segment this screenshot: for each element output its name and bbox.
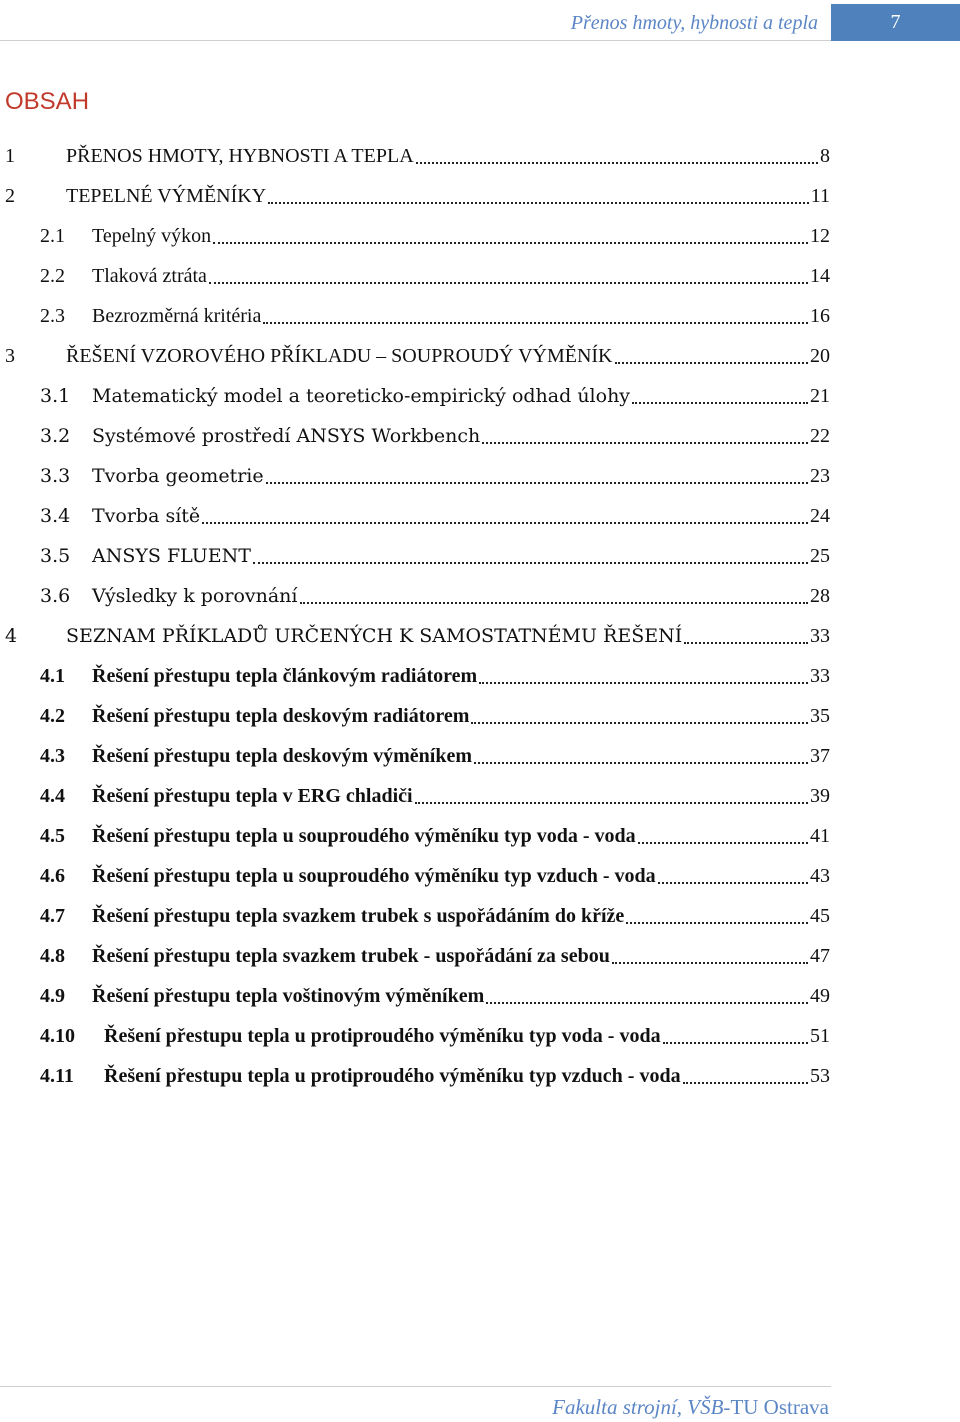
toc-entry-title: Tvorba geometrie: [92, 456, 264, 496]
toc-entry-title: Bezrozměrná kritéria: [92, 296, 261, 336]
toc-entry-number: 4.11: [40, 1065, 74, 1087]
toc-entry-title: Řešení přestupu tepla svazkem trubek s uspořádáním do kříže: [92, 896, 624, 936]
toc-entry-4-2[interactable]: [0, 696, 830, 736]
toc-entry-title: ŘEŠENÍ VZOROVÉHO PŘÍKLADU – SOUPROUDÝ VÝMĚNÍK: [66, 336, 613, 376]
toc-entry-number: 4.10: [40, 1025, 75, 1047]
toc-entry-4-4[interactable]: [0, 776, 830, 816]
toc-entry-4-11[interactable]: [0, 1056, 830, 1096]
toc-entry-page: 33: [810, 656, 830, 696]
footer-university: TU Ostrava: [730, 1395, 829, 1419]
toc-entry-number: 3.2: [40, 425, 71, 447]
dot-leader: [479, 656, 808, 684]
toc-entry-number: 4: [5, 625, 18, 647]
toc-entry-page: 14: [810, 256, 830, 296]
footer-faculty: Fakulta strojní, VŠB-: [552, 1395, 731, 1419]
toc-entry-page: 33: [810, 616, 830, 656]
toc-entry-3-4[interactable]: [0, 496, 830, 536]
toc-entry-page: 37: [810, 736, 830, 776]
toc-entry-number: 2: [5, 185, 15, 207]
toc-entry-4-9[interactable]: [0, 976, 830, 1016]
toc-entry-page: 28: [810, 576, 830, 616]
dot-leader: [482, 416, 808, 444]
dot-leader: [658, 856, 808, 884]
toc-entry-page: 41: [810, 816, 830, 856]
toc-entry-number: 4.9: [40, 985, 65, 1007]
toc-entry-3-1[interactable]: [0, 376, 830, 416]
dot-leader: [474, 736, 808, 764]
dot-leader: [486, 976, 808, 1004]
toc-entry-4-5[interactable]: [0, 816, 830, 856]
page-number: 7: [890, 11, 901, 33]
dot-leader: [202, 496, 808, 524]
footer-text: [0, 1395, 829, 1420]
toc-entry-page: 45: [810, 896, 830, 936]
toc-entry-title: Tepelný výkon: [92, 216, 211, 256]
toc-entry-title: Řešení přestupu tepla článkovým radiátorem: [92, 656, 477, 696]
toc-entry-title: Řešení přestupu tepla u protiproudého výměníku typ vzduch - voda: [104, 1056, 681, 1096]
toc-entry-page: 8: [820, 136, 830, 176]
toc-entry-number: 4.4: [40, 785, 65, 807]
toc-entry-page: 53: [810, 1056, 830, 1096]
dot-leader: [209, 256, 808, 284]
toc-entry-page: 21: [810, 376, 830, 416]
toc-entry-number: 4.1: [40, 665, 65, 687]
toc-entry-page: 23: [810, 456, 830, 496]
toc-entry-page: 12: [810, 216, 830, 256]
dot-leader: [300, 576, 809, 604]
toc-entry-4-10[interactable]: [0, 1016, 830, 1056]
toc-entry-page: 39: [810, 776, 830, 816]
dot-leader: [684, 616, 808, 644]
toc-entry-page: 51: [810, 1016, 830, 1056]
toc-entry-number: 4.2: [40, 705, 65, 727]
toc-entry-3[interactable]: [0, 336, 830, 376]
running-title: Přenos hmoty, hybnosti a tepla: [570, 12, 818, 34]
toc-entry-page: 20: [810, 336, 830, 376]
toc-entry-page: 43: [810, 856, 830, 896]
toc-entry-number: 3: [5, 345, 15, 367]
toc-entry-3-5[interactable]: [0, 536, 830, 576]
toc-entry-page: 49: [810, 976, 830, 1016]
toc-entry-page: 25: [810, 536, 830, 576]
toc-entry-number: 2.3: [40, 305, 65, 327]
toc-heading: OBSAH: [5, 88, 90, 115]
toc-entry-title: Tlaková ztráta: [92, 256, 207, 296]
toc-entry-page: 47: [810, 936, 830, 976]
toc-entry-number: 1: [5, 145, 15, 167]
toc-entry-page: 16: [810, 296, 830, 336]
toc-entry-page: 11: [811, 176, 830, 216]
dot-leader: [266, 456, 808, 484]
dot-leader: [663, 1016, 808, 1044]
dot-leader: [415, 776, 808, 804]
toc-entry-4-1[interactable]: [0, 656, 830, 696]
footer-divider: [0, 1386, 831, 1387]
dot-leader: [683, 1056, 808, 1084]
toc-entry-title: Řešení přestupu tepla u souproudého výměníku typ voda - voda: [92, 816, 636, 856]
toc-entry-title: SEZNAM PŘÍKLADŮ URČENÝCH K SAMOSTATNÉMU ŘEŠENÍ: [66, 616, 682, 656]
toc-entry-number: 3.1: [40, 385, 71, 407]
dot-leader: [471, 696, 808, 724]
toc-entry-4-8[interactable]: [0, 936, 830, 976]
toc-entry-number: 4.8: [40, 945, 65, 967]
toc-entry-title: ANSYS FLUENT: [92, 536, 251, 576]
toc-entry-4-6[interactable]: [0, 856, 830, 896]
table-of-contents: [0, 136, 830, 1096]
toc-entry-title: Výsledky k porovnání: [92, 576, 298, 616]
toc-entry-title: Řešení přestupu tepla u protiproudého výměníku typ voda - voda: [104, 1016, 661, 1056]
toc-entry-title: Tvorba sítě: [92, 496, 200, 536]
toc-entry-page: 24: [810, 496, 830, 536]
toc-entry-number: 3.5: [40, 545, 71, 567]
toc-entry-number: 3.6: [40, 585, 71, 607]
dot-leader: [416, 136, 818, 164]
toc-entry-number: 4.5: [40, 825, 65, 847]
toc-entry-2-1[interactable]: [0, 216, 830, 256]
dot-leader: [268, 176, 809, 204]
toc-entry-title: TEPELNÉ VÝMĚNÍKY: [66, 176, 266, 216]
toc-entry-title: Řešení přestupu tepla u souproudého výměníku typ vzduch - voda: [92, 856, 656, 896]
dot-leader: [263, 296, 808, 324]
toc-entry-3-3[interactable]: [0, 456, 830, 496]
toc-entry-title: Řešení přestupu tepla deskovým radiátorem: [92, 696, 469, 736]
toc-entry-title: Řešení přestupu tepla svazkem trubek - uspořádání za sebou: [92, 936, 610, 976]
dot-leader: [638, 816, 808, 844]
toc-entry-3-6[interactable]: [0, 576, 830, 616]
toc-entry-4-7[interactable]: [0, 896, 830, 936]
toc-entry-title: Matematický model a teoreticko-empirický odhad úlohy: [92, 376, 630, 416]
dot-leader: [213, 216, 808, 244]
toc-entry-3-2[interactable]: [0, 416, 830, 456]
toc-entry-2[interactable]: [0, 176, 830, 216]
dot-leader: [626, 896, 808, 924]
dot-leader: [615, 336, 808, 364]
toc-entry-number: 4.3: [40, 745, 65, 767]
page-number-badge: [831, 4, 960, 41]
toc-entry-title: Systémové prostředí ANSYS Workbench: [92, 416, 480, 456]
toc-entry-2-2[interactable]: [0, 256, 830, 296]
dot-leader: [632, 376, 808, 404]
toc-entry-title: Řešení přestupu tepla voštinovým výměníkem: [92, 976, 484, 1016]
toc-entry-number: 2.1: [40, 225, 65, 247]
toc-entry-number: 4.6: [40, 865, 65, 887]
toc-entry-title: PŘENOS HMOTY, HYBNOSTI A TEPLA: [66, 136, 414, 176]
toc-entry-number: 2.2: [40, 265, 65, 287]
dot-leader: [612, 936, 808, 964]
toc-entry-number: 4.7: [40, 905, 65, 927]
dot-leader: [253, 536, 808, 564]
toc-entry-1[interactable]: [0, 136, 830, 176]
toc-entry-page: 35: [810, 696, 830, 736]
toc-entry-title: Řešení přestupu tepla v ERG chladiči: [92, 776, 413, 816]
toc-entry-page: 22: [810, 416, 830, 456]
toc-entry-4[interactable]: [0, 616, 830, 656]
toc-entry-2-3[interactable]: [0, 296, 830, 336]
toc-entry-4-3[interactable]: [0, 736, 830, 776]
toc-entry-number: 3.3: [40, 465, 71, 487]
toc-entry-title: Řešení přestupu tepla deskovým výměníkem: [92, 736, 472, 776]
header-divider: [0, 40, 831, 41]
toc-entry-number: 3.4: [40, 505, 71, 527]
